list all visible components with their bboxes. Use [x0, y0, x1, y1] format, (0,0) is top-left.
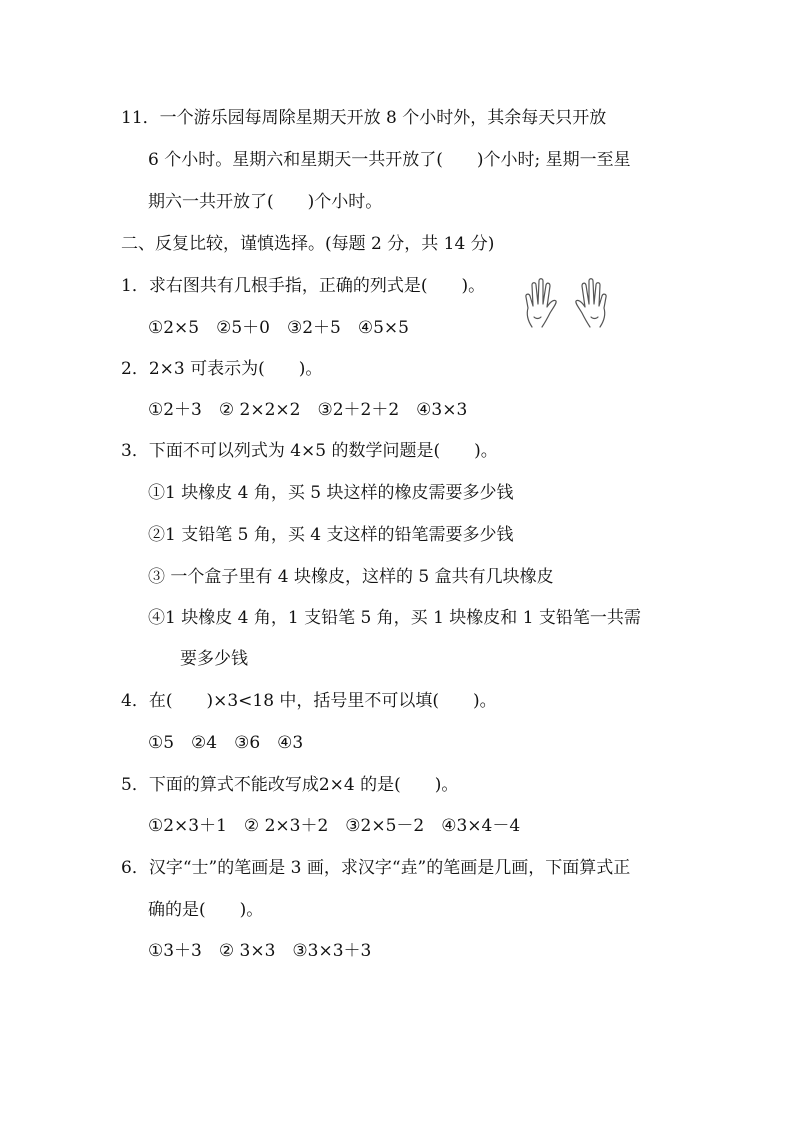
left-hand-icon [526, 279, 556, 327]
q11-line-3: 期六一共开放了( )个小时。 [148, 192, 383, 212]
q3-option-3: ③ 一个盒子里有 4 块橡皮，这样的 5 盒共有几块橡皮 [148, 567, 554, 587]
right-hand-icon [576, 279, 606, 327]
q3-option-1: ①1 块橡皮 4 角，买 5 块这样的橡皮需要多少钱 [148, 483, 514, 503]
q6-stem-line-1: 6．汉字“士”的笔画是 3 画，求汉字“垚”的笔画是几画，下面算式正 [121, 858, 631, 878]
q6-options: ①3＋3 ② 3×3 ③3×3＋3 [148, 941, 372, 961]
q4-stem: 4．在( )×3<18 中，括号里不可以填( )。 [121, 691, 497, 711]
section-2-heading: 二、反复比较，谨慎选择。(每题 2 分，共 14 分) [121, 234, 495, 254]
q6-stem-line-2: 确的是( )。 [148, 900, 264, 920]
q5-stem: 5．下面的算式不能改写成2×4 的是( )。 [121, 775, 459, 795]
q5-options: ①2×3＋1 ② 2×3＋2 ③2×5－2 ④3×4－4 [148, 816, 521, 836]
q2-stem: 2．2×3 可表示为( )。 [121, 359, 323, 379]
q11-line-1: 11．一个游乐园每周除星期天开放 8 个小时外，其余每天只开放 [121, 108, 607, 128]
q3-stem: 3．下面不可以列式为 4×5 的数学问题是( )。 [121, 441, 498, 461]
q1-options: ①2×5 ②5＋0 ③2＋5 ④5×5 [148, 318, 409, 338]
q3-option-4-line-1: ④1 块橡皮 4 角，1 支铅笔 5 角，买 1 块橡皮和 1 支铅笔一共需 [148, 608, 641, 628]
q4-options: ①5 ②4 ③6 ④3 [148, 733, 304, 753]
q3-option-4-line-2: 要多少钱 [180, 649, 248, 669]
q3-option-2: ②1 支铅笔 5 角，买 4 支这样的铅笔需要多少钱 [148, 525, 514, 545]
two-open-hands-icon [522, 277, 612, 329]
q2-options: ①2＋3 ② 2×2×2 ③2＋2＋2 ④3×3 [148, 400, 468, 420]
q1-stem: 1．求右图共有几根手指，正确的列式是( )。 [121, 276, 486, 296]
q11-line-2: 6 个小时。星期六和星期天一共开放了( )个小时; 星期一至星 [148, 150, 631, 170]
